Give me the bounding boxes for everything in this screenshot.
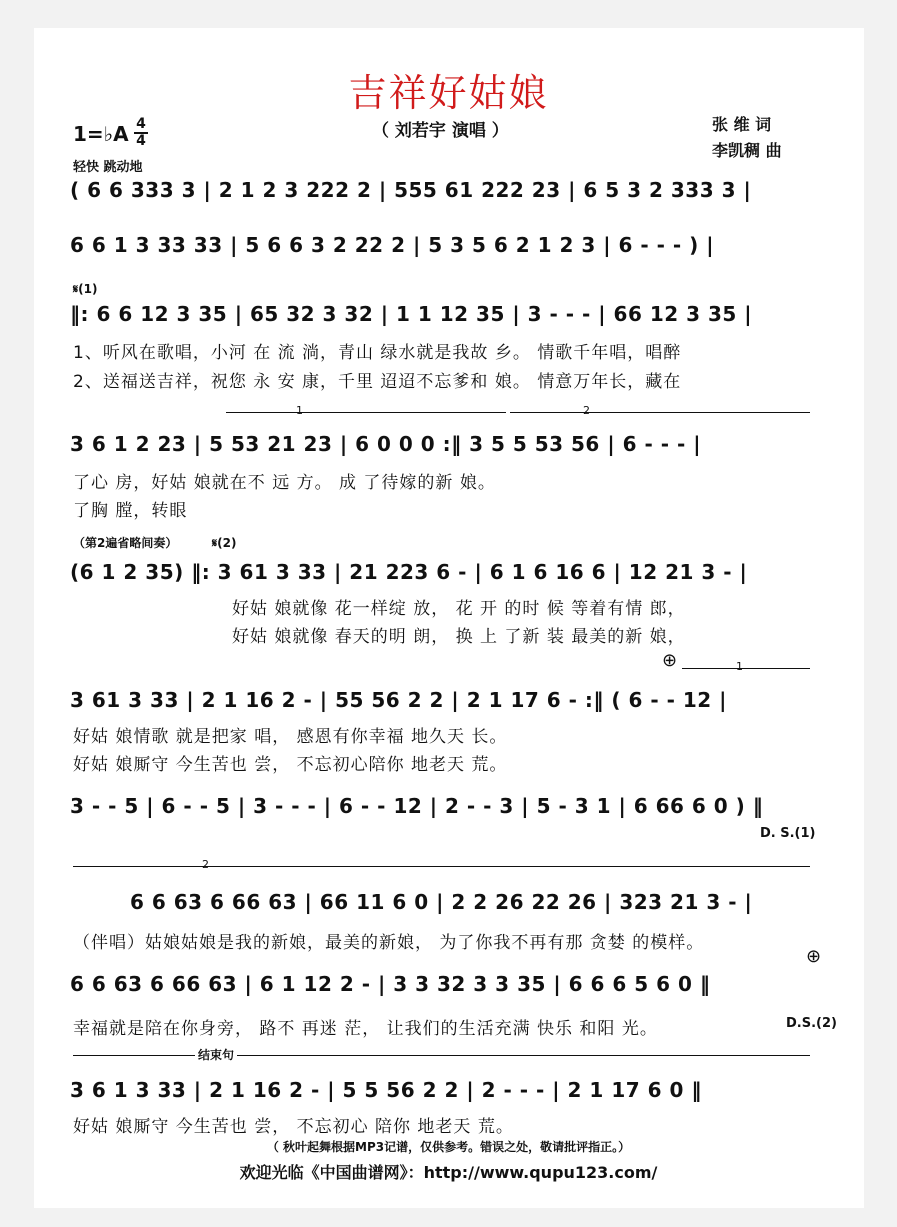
coda-sign-2: ⊕ — [806, 946, 822, 967]
time-signature — [134, 118, 148, 148]
lyric-row-5-verse-1: 好姑 娘就像 花一样绽 放， 花 开 的时 候 等着有情 郎， — [232, 599, 686, 619]
score-row-5: (6 1 2 35) ‖: 3 61 3 33 | 21 223 6 - | 6 1 6 16 6 | 12 21 3 - | — [70, 560, 748, 584]
ending-bracket — [73, 1055, 810, 1056]
performer-line: （ 刘若宇 演唱 ） — [372, 121, 509, 141]
lyric-row-6-verse-1: 好姑 娘情歌 就是把家 唱， 感恩有你幸福 地久天 长。 — [73, 727, 508, 747]
volta-number-2: 2 — [583, 404, 590, 417]
score-row-8: 6 6 63 6 66 63 | 66 11 6 0 | 2 2 26 22 26 | 323 21 3 - | — [130, 890, 753, 914]
lyric-row-3-verse-1: 1、听风在歌唱，小河 在 流 淌，青山 绿水就是我故 乡。 情歌千年唱，唱醉 — [73, 343, 682, 363]
score-row-1: ( 6 6 333 3 | 2 1 2 3 222 2 | 555 61 222 23 | 6 5 3 2 333 3 | — [70, 178, 752, 202]
transcription-note: （ 秋叶起舞根据MP3记谱，仅供参考。错误之处，敬请批评指正。） — [266, 1140, 631, 1154]
segno-mark-1: 𝄋(1) — [73, 282, 98, 296]
site-welcome-line: 欢迎光临《中国曲谱网》：http://www.qupu123.com/ — [239, 1163, 658, 1182]
volta-bracket-1 — [226, 412, 506, 413]
time-signature-bottom: 4 — [136, 133, 146, 149]
song-title: 吉祥好姑娘 — [348, 71, 549, 115]
score-row-3: ‖: 6 6 12 3 35 | 65 32 3 32 | 1 1 12 35 | 3 - - - | 66 12 3 35 | — [70, 302, 753, 326]
score-row-7: 3 - - 5 | 6 - - 5 | 3 - - - | 6 - - 12 | 2 - - 3 | 5 - 3 1 | 6 66 6 0 ) ‖ — [70, 794, 764, 818]
score-row-4: 3 6 1 2 23 | 5 53 21 23 | 6 0 0 0 :‖ 3 5 5 53 56 | 6 - - - | — [70, 432, 702, 456]
volta-number-3: 1 — [736, 660, 743, 673]
volta-bracket-3 — [682, 668, 810, 669]
score-row-2: 6 6 1 3 33 33 | 5 6 6 3 2 22 2 | 5 3 5 6 2 1 2 3 | 6 - - - ) | — [70, 233, 715, 257]
volta-bracket-2 — [510, 412, 810, 413]
lyric-row-6-verse-2: 好姑 娘厮守 今生苦也 尝， 不忘初心陪你 地老天 荒。 — [73, 755, 508, 775]
score-row-6: 3 61 3 33 | 2 1 16 2 - | 55 56 2 2 | 2 1 17 6 - :‖ ( 6 - - 12 | — [70, 688, 727, 712]
volta-number-4: 2 — [202, 858, 209, 871]
lyric-row-4-verse-2: 了胸 膛，转眼 — [73, 501, 188, 521]
lyric-row-3-verse-2: 2、送福送吉祥，祝您 永 安 康，千里 迢迢不忘爹和 娘。 情意万年长，藏在 — [73, 372, 682, 392]
lyric-row-9: 幸福就是陪在你身旁， 路不 再迷 茫， 让我们的生活充满 快乐 和阳 光。 — [73, 1019, 658, 1039]
dal-segno-1: D. S.(1) — [760, 826, 816, 841]
segno-mark-2: 𝄋(2) — [212, 536, 237, 550]
tempo-marking: 轻快 跳动地 — [73, 160, 143, 175]
lyric-row-5-verse-2: 好姑 娘就像 春天的明 朗， 换 上 了新 装 最美的新 娘， — [232, 627, 686, 647]
score-row-9: 6 6 63 6 66 63 | 6 1 12 2 - | 3 3 32 3 3 35 | 6 6 6 5 6 0 ‖ — [70, 972, 711, 996]
lyric-row-10: 好姑 娘厮守 今生苦也 尝， 不忘初心 陪你 地老天 荒。 — [73, 1117, 514, 1137]
interlude-note: （第2遍省略间奏） — [73, 536, 178, 550]
coda-sign-1: ⊕ — [662, 650, 678, 671]
lyric-row-8: （伴唱）姑娘姑娘是我的新娘，最美的新娘， 为了你我不再有那 贪婪 的模样。 — [73, 933, 705, 953]
volta-number-1: 1 — [296, 404, 303, 417]
dal-segno-2: D.S.(2) — [786, 1016, 837, 1031]
score-row-10: 3 6 1 3 33 | 2 1 16 2 - | 5 5 56 2 2 | 2 - - - | 2 1 17 6 0 ‖ — [70, 1078, 702, 1102]
ending-label: 结束句 — [195, 1046, 237, 1063]
lyric-row-4-verse-1: 了心 房，好姑 娘就在不 远 方。 成 了待嫁的新 娘。 — [73, 473, 496, 493]
volta-bracket-4 — [73, 866, 810, 867]
time-signature-top: 4 — [136, 116, 146, 132]
key-signature: 1=♭A — [73, 122, 129, 146]
lyricist-credit: 张 维 词 — [712, 115, 772, 134]
composer-credit: 李凯稠 曲 — [712, 141, 782, 160]
